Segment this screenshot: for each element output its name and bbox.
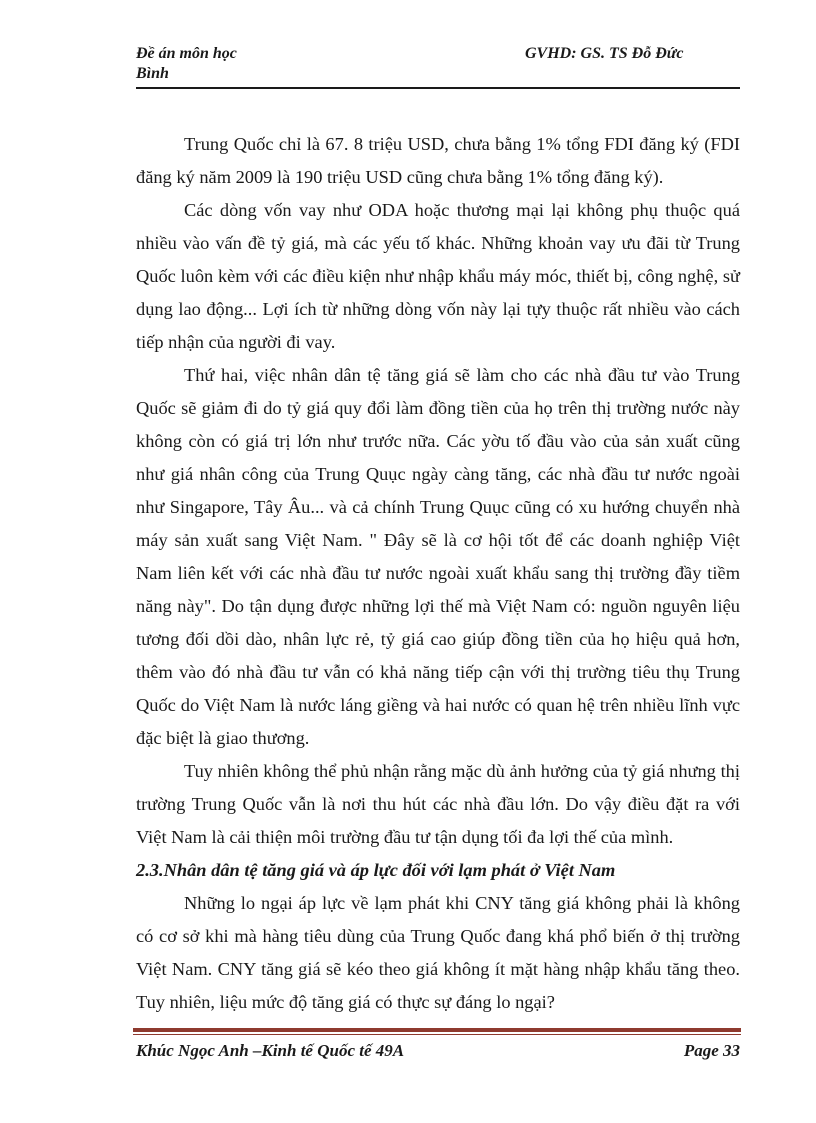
footer-divider xyxy=(133,1028,741,1035)
page-number: Page 33 xyxy=(683,1041,740,1060)
paragraph-4: Tuy nhiên không thể phủ nhận rằng mặc dù ảnh hưởng của tỷ giá nhưng thị trường Trung Quốc vẫn là nơi thu hút các nhà đầu lớn. Do vậy điều đặt ra với Việt Nam là cải thiện môi trường đầu tư tận dụng tối đa lợi thế của mình. xyxy=(136,761,740,847)
page-header xyxy=(136,44,740,88)
footer-divider-thick xyxy=(133,1028,741,1032)
paragraph-2: Các dòng vốn vay như ODA hoặc thương mại lại không phụ thuộc quá nhiều vào vấn đề tỷ giá, mà các yếu tố khác. Những khoản vay ưu đãi từ Trung Quốc luôn kèm với các điều kiện như nhập khẩu máy móc, thiết bị, công nghệ, sử dụng lao động... Lợi ích từ những dòng vốn này lại tựy thuộc rất nhiều vào cách tiếp nhận của người đi vay. xyxy=(136,200,740,352)
supervisor-name-continuation: Bình xyxy=(136,65,169,82)
section-heading: 2.3.Nhân dân tệ tăng giá và áp lực đối với lạm phát ở Việt Nam xyxy=(136,860,616,880)
paragraph-5: Những lo ngại áp lực về lạm phát khi CNY tăng giá không phải là không có cơ sở khi mà hàng tiêu dùng của Trung Quốc đang khá phổ biến ở thị trường Việt Nam. CNY tăng giá sẽ kéo theo giá không ít mặt hàng nhập khẩu tăng theo. Tuy nhiên, liệu mức độ tăng giá có thực sự đáng lo ngại? xyxy=(136,893,740,1012)
paragraph-3: Thứ hai, việc nhân dân tệ tăng giá sẽ làm cho các nhà đầu tư vào Trung Quốc sẽ giảm đi do tỷ giá quy đổi làm đồng tiền của họ trên thị trường nước này không còn có giá trị lớn như trước nữa. Các yờu tố đầu vào của sản xuất cũng như giá nhân công của Trung Quục ngày càng tăng, các nhà đầu tư nước ngoài như Singapore, Tây Âu... và cả chính Trung Quục cũng có xu hướng chuyển nhà máy sản xuất sang Việt Nam. " Đây sẽ là cơ hội tốt để các doanh nghiệp Việt Nam liên kết với các nhà đầu tư nước ngoài xuất khẩu sang thị trường đầy tiềm năng này". Do tận dụng được những lợi thế mà Việt Nam có: nguồn nguyên liệu tương đối dồi dào, nhân lực rẻ, tỷ giá cao giúp đồng tiền của họ hiệu quả hơn, thêm vào đó nhà đầu tư vẫn có khả năng tiếp cận với thị trường tiêu thụ Trung Quốc do Việt Nam là nước láng giềng và hai nước có quan hệ trên nhiều lĩnh vực đặc biệt là giao thương. xyxy=(136,365,740,748)
course-title xyxy=(136,44,237,84)
paragraph-1: Trung Quốc chỉ là 67. 8 triệu USD, chưa bằng 1% tổng FDI đăng ký (FDI đăng ký năm 2009 là 190 triệu USD cũng chưa bằng 1% tổng đăng ký). xyxy=(136,134,740,187)
footer-author: Khúc Ngọc Anh –Kinh tế Quốc tế 49A xyxy=(136,1041,405,1060)
supervisor-label: GVHD: GS. TS Đỗ Đức xyxy=(525,45,684,62)
page-footer xyxy=(136,1040,740,1064)
document-body xyxy=(136,128,740,1019)
header-divider xyxy=(136,87,740,89)
course-title-line1: Đề án môn học xyxy=(136,45,237,62)
footer-divider-thin xyxy=(133,1034,741,1035)
